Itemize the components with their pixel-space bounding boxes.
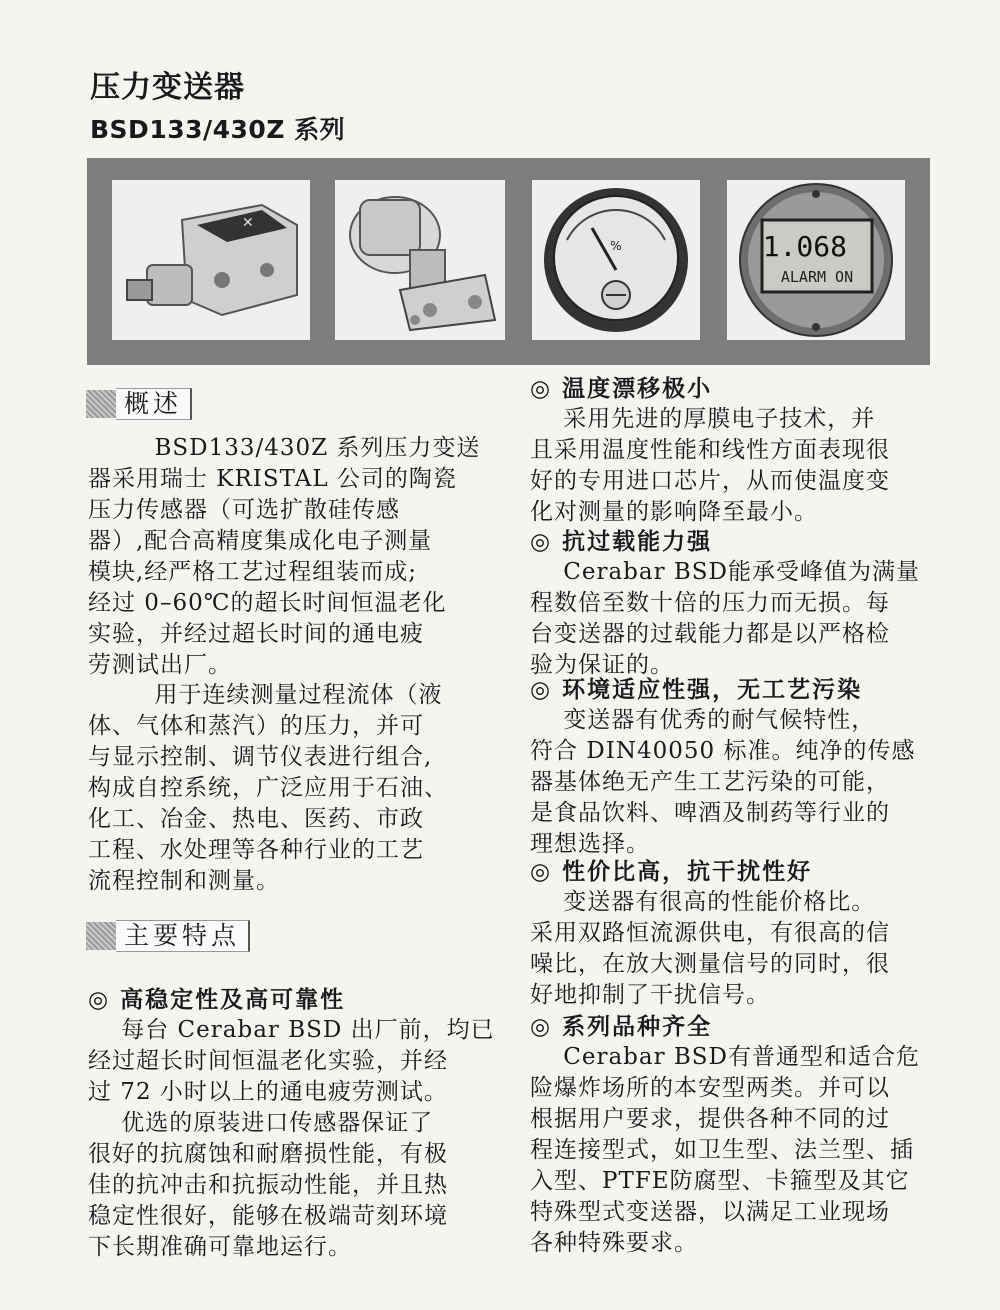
product-photo-transmitter (112, 180, 310, 340)
text-line: 根据用户要求，提供各种不同的过 (530, 1106, 890, 1132)
overview-paragraph-2 (88, 680, 448, 897)
text-line: 用于连续测量过程流体（液 (88, 682, 443, 708)
overview-paragraph-1 (88, 433, 480, 681)
feature-title: ◎ 温度漂移极小 (530, 376, 713, 402)
text-line: Cerabar BSD能承受峰值为满量 (530, 559, 921, 585)
text-line: 各种特殊要求。 (530, 1230, 698, 1256)
bullet-icon: ◎ (530, 376, 553, 402)
text-line: 模块,经严格工艺过程组装而成; (88, 559, 418, 585)
text-line: 入型、PTFE防腐型、卡箍型及其它 (530, 1168, 910, 1194)
text-line: 好的专用进口芯片，从而使温度变 (530, 468, 890, 494)
section-marker-icon (86, 390, 116, 418)
feature-title: ◎ 系列品种齐全 (530, 1014, 713, 1040)
text-line: 程连接型式，如卫生型、法兰型、插 (530, 1137, 914, 1163)
text-line: 化工、冶金、热电、医药、市政 (88, 806, 424, 832)
text-line: 好地抑制了干扰信号。 (530, 982, 770, 1008)
feature-title: ◎ 高稳定性及高可靠性 (88, 987, 346, 1013)
product-photo-digital-display (727, 180, 905, 340)
product-photo-gauge (532, 180, 700, 340)
text-line: 经过超长时间恒温老化实验，并经 (88, 1048, 448, 1074)
page-subtitle: BSD133/430Z 系列 (90, 115, 346, 144)
text-line: 器基体绝无产生工艺污染的可能， (530, 769, 890, 795)
product-photo-strip (87, 158, 930, 365)
meter-alarm-text: ALARM ON (780, 268, 854, 286)
text-line: 稳定性很好，能够在极端苛刻环境 (88, 1203, 448, 1229)
feature-title: ◎ 性价比高，抗干扰性好 (530, 859, 813, 885)
text-line: 下长期准确可靠地运行。 (88, 1234, 352, 1260)
text-line: 变送器有优秀的耐气候特性， (530, 707, 876, 733)
features-heading: 主要特点 (86, 918, 250, 954)
text-line: BSD133/430Z 系列压力变送 (88, 435, 481, 461)
text-line: 器采用瑞士 KRISTAL 公司的陶瓷 (88, 466, 457, 492)
feature-body (530, 557, 920, 681)
bullet-icon: ◎ (530, 859, 553, 885)
text-line: 劳测试出厂。 (88, 652, 232, 678)
feature-title: ◎ 环境适应性强，无工艺污染 (530, 677, 863, 703)
gauge-unit-label: % (610, 239, 622, 253)
text-line: 经过 0–60℃的超长时间恒温老化 (88, 590, 447, 616)
text-line: 采用先进的厚膜电子技术，并 (530, 406, 876, 432)
text-line: 每台 Cerabar BSD 出厂前，均已 (88, 1017, 495, 1043)
meter-reading: 1.068 (762, 230, 847, 263)
text-line: 且采用温度性能和线性方面表现很 (530, 437, 890, 463)
text-line: 采用双路恒流源供电，有很高的信 (530, 920, 890, 946)
overview-heading: 概述 (86, 386, 192, 422)
bullet-icon: ◎ (530, 1014, 553, 1040)
text-line: 过 72 小时以上的通电疲劳测试。 (88, 1079, 448, 1105)
section-marker-icon (86, 922, 116, 950)
feature-body (530, 1042, 920, 1259)
product-photo-flange-transmitter (335, 180, 505, 340)
text-line: 理想选择。 (530, 831, 650, 857)
feature-title: ◎ 抗过载能力强 (530, 529, 713, 555)
text-line: 是食品饮料、啤酒及制药等行业的 (530, 800, 890, 826)
svg-text:✕: ✕ (242, 215, 254, 231)
text-line: 构成自控系统，广泛应用于石油、 (88, 775, 448, 801)
text-line: 符合 DIN40050 标准。纯净的传感 (530, 738, 916, 764)
text-line: 噪比，在放大测量信号的同时，很 (530, 951, 890, 977)
bullet-icon: ◎ (530, 677, 553, 703)
text-line: 台变送器的过载能力都是以严格检 (530, 621, 890, 647)
text-line: 验为保证的。 (530, 652, 674, 678)
text-line: 险爆炸场所的本安型两类。并可以 (530, 1075, 890, 1101)
bullet-icon: ◎ (88, 987, 111, 1013)
text-line: 体、气体和蒸汽）的压力，并可 (88, 713, 424, 739)
text-line: 佳的抗冲击和抗振动性能，并且热 (88, 1172, 448, 1198)
text-line: 压力传感器（可选扩散硅传感 (88, 497, 400, 523)
feature-body (88, 1015, 495, 1263)
bullet-icon: ◎ (530, 529, 553, 555)
text-line: 实验，并经过超长时间的通电疲 (88, 621, 424, 647)
feature-body (530, 887, 890, 1011)
text-line: 化对测量的影响降至最小。 (530, 499, 818, 525)
text-line: 很好的抗腐蚀和耐磨损性能，有极 (88, 1141, 448, 1167)
page-title: 压力变送器 (90, 70, 245, 105)
text-line: 与显示控制、调节仪表进行组合, (88, 744, 433, 770)
text-line: Cerabar BSD有普通型和适合危 (530, 1044, 921, 1070)
feature-body (530, 404, 890, 528)
text-line: 器）,配合高精度集成化电子测量 (88, 528, 433, 554)
text-line: 特殊型式变送器，以满足工业现场 (530, 1199, 890, 1225)
text-line: 工程、水处理等各种行业的工艺 (88, 837, 424, 863)
text-line: 程数倍至数十倍的压力而无损。每 (530, 590, 890, 616)
text-line: 变送器有很高的性能价格比。 (530, 889, 876, 915)
feature-body (530, 705, 915, 860)
text-line: 流程控制和测量。 (88, 868, 280, 894)
text-line: 优选的原装进口传感器保证了 (88, 1110, 434, 1136)
